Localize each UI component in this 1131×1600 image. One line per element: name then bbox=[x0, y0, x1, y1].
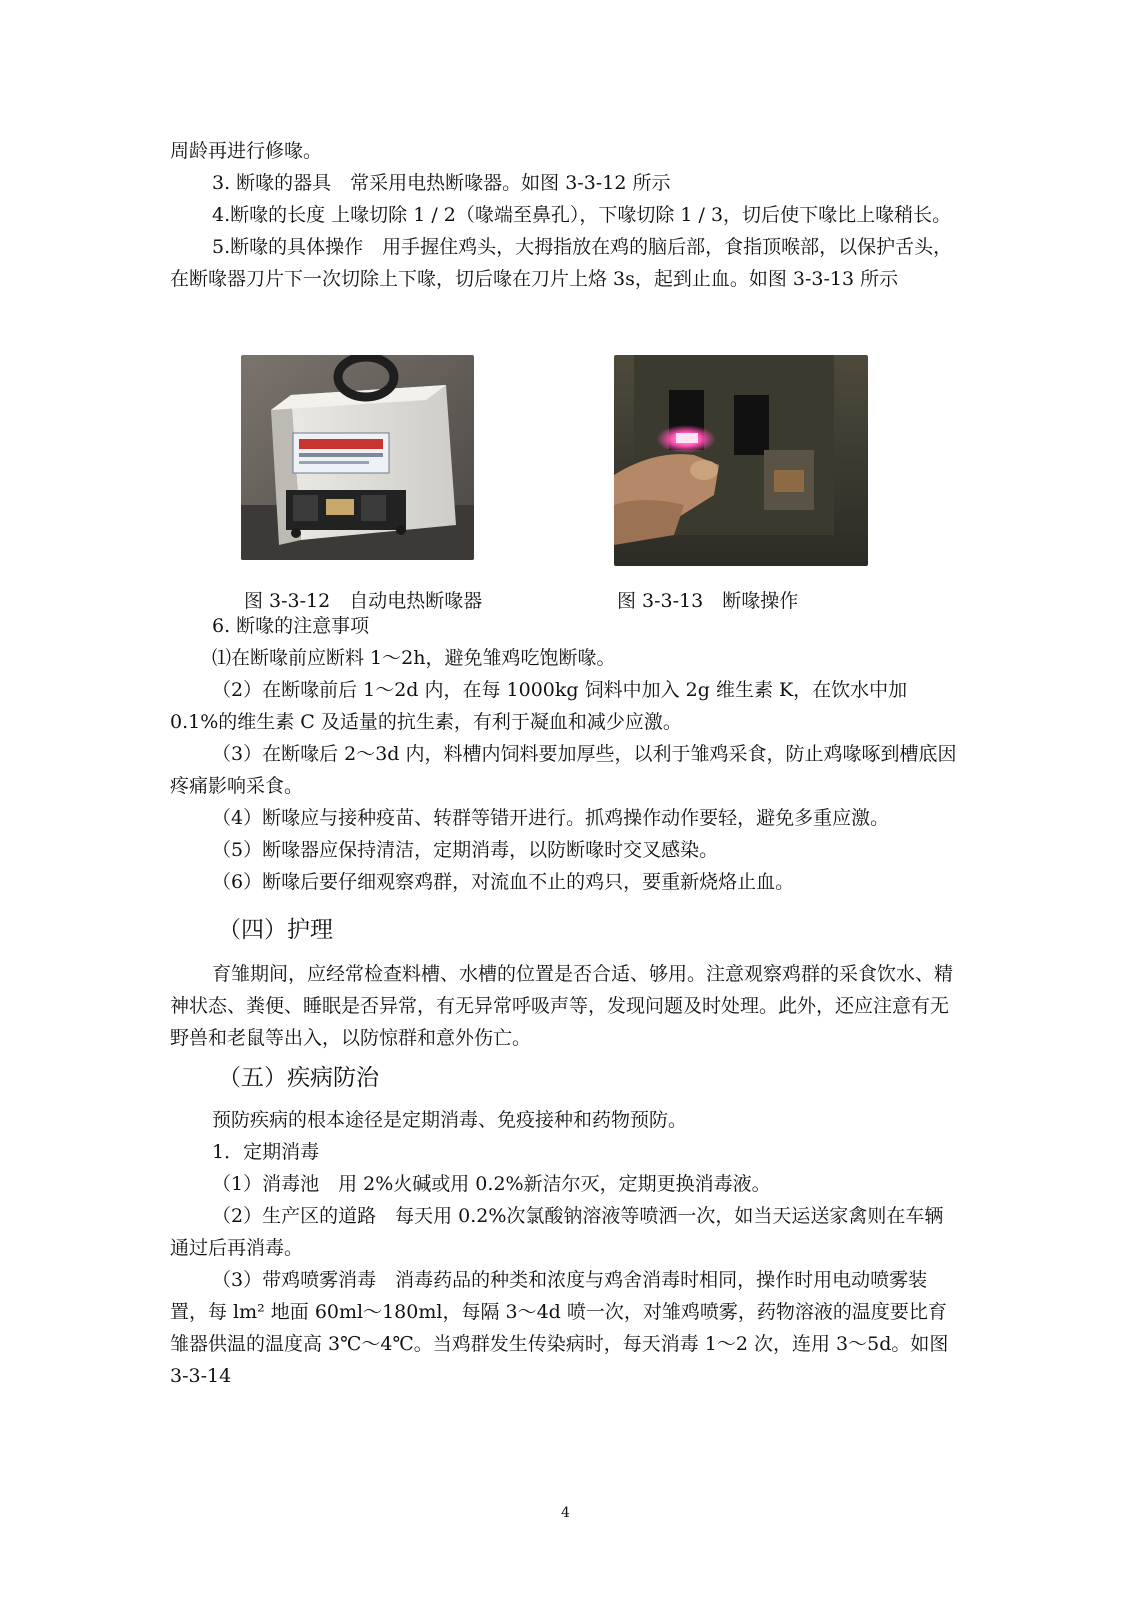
page-number: 4 bbox=[561, 1505, 570, 1521]
subheading-disinfection: 1．定期消毒 bbox=[212, 1141, 320, 1163]
caption-figure-3-3-12: 图 3-3-12 自动电热断喙器 bbox=[244, 590, 483, 612]
note-item-1: ⑴在断喙前应断料 1～2h，避免雏鸡吃饱断喙。 bbox=[212, 647, 616, 669]
paragraph-beak-length: 4.断喙的长度 上喙切除 1 / 2（喙端至鼻孔），下喙切除 1 / 3，切后使下喙比上喙稍长。 bbox=[212, 204, 952, 226]
note-item-3: （3）在断喙后 2～3d 内，料槽内饲料要加厚些，以利于雏鸡采食，防止鸡喙啄到槽底因疼痛影响采食。 bbox=[170, 743, 957, 797]
section-heading-disease-control: （五）疾病防治 bbox=[218, 1065, 379, 1091]
note-item-4: （4）断喙应与接种疫苗、转群等错开进行。抓鸡操作动作要轻，避免多重应激。 bbox=[212, 807, 890, 829]
nursing-body bbox=[170, 958, 960, 1054]
paragraph-continuation: 周龄再进行修喙。 bbox=[170, 140, 323, 162]
caption-figure-3-3-13: 图 3-3-13 断喙操作 bbox=[617, 590, 799, 612]
top-text-block bbox=[170, 135, 960, 295]
disinfection-item-3: （3）带鸡喷雾消毒 消毒药品的种类和浓度与鸡舍消毒时相同，操作时用电动喷雾装置，每 lm² 地面 60ml～180ml，每隔 3～4d 喷一次，对雏鸡喷雾，药物溶液的温度要比育雏器供温的温度高 3℃～4℃。当鸡群发生传染病时，每天消毒 1～2 次，连用 3～5d。如图 3-3-14 bbox=[170, 1269, 949, 1387]
debeaker-device-image bbox=[241, 355, 474, 560]
figure-debeaker-photo bbox=[241, 355, 474, 560]
section-heading-nursing: （四）护理 bbox=[218, 917, 333, 943]
paragraph-nursing: 育雏期间，应经常检查料槽、水槽的位置是否合适、够用。注意观察鸡群的采食饮水、精神状态、粪便、睡眠是否异常，有无异常呼吸声等，发现问题及时处理。此外，还应注意有无野兽和老鼠等出入，以防惊群和意外伤亡。 bbox=[170, 963, 954, 1049]
paragraph-beak-tool: 3. 断喙的器具 常采用电热断喙器。如图 3-3-12 所示 bbox=[212, 172, 671, 194]
notes-heading: 6. 断喙的注意事项 bbox=[212, 615, 370, 637]
figures-row bbox=[0, 355, 1131, 625]
paragraph-beak-operation: 5.断喙的具体操作 用手握住鸡头，大拇指放在鸡的脑后部，食指顶喉部，以保护舌头，在断喙器刀片下一次切除上下喙，切后喙在刀片上烙 3s，起到止血。如图 3-3-13 所示 bbox=[170, 236, 953, 290]
figure-debeaking-operation-photo bbox=[614, 355, 868, 566]
paragraph-disease-intro: 预防疾病的根本途径是定期消毒、免疫接种和药物预防。 bbox=[212, 1109, 688, 1131]
disinfection-item-1: （1）消毒池 用 2%火碱或用 0.2%新洁尔灭，定期更换消毒液。 bbox=[212, 1173, 771, 1195]
note-item-5: （5）断喙器应保持清洁，定期消毒，以防断喙时交叉感染。 bbox=[212, 839, 719, 861]
note-item-6: （6）断喙后要仔细观察鸡群，对流血不止的鸡只，要重新烧烙止血。 bbox=[212, 871, 795, 893]
debeaking-operation-image bbox=[614, 355, 868, 566]
note-item-2: （2）在断喙前后 1～2d 内，在每 1000kg 饲料中加入 2g 维生素 K，在饮水中加 0.1%的维生素 C 及适量的抗生素，有利于凝血和减少应激。 bbox=[170, 679, 908, 733]
disease-control-body bbox=[170, 1104, 960, 1392]
disinfection-item-2: （2）生产区的道路 每天用 0.2%次氯酸钠溶液等喷洒一次，如当天运送家禽则在车辆通过后再消毒。 bbox=[170, 1205, 944, 1259]
notes-block bbox=[170, 610, 960, 898]
